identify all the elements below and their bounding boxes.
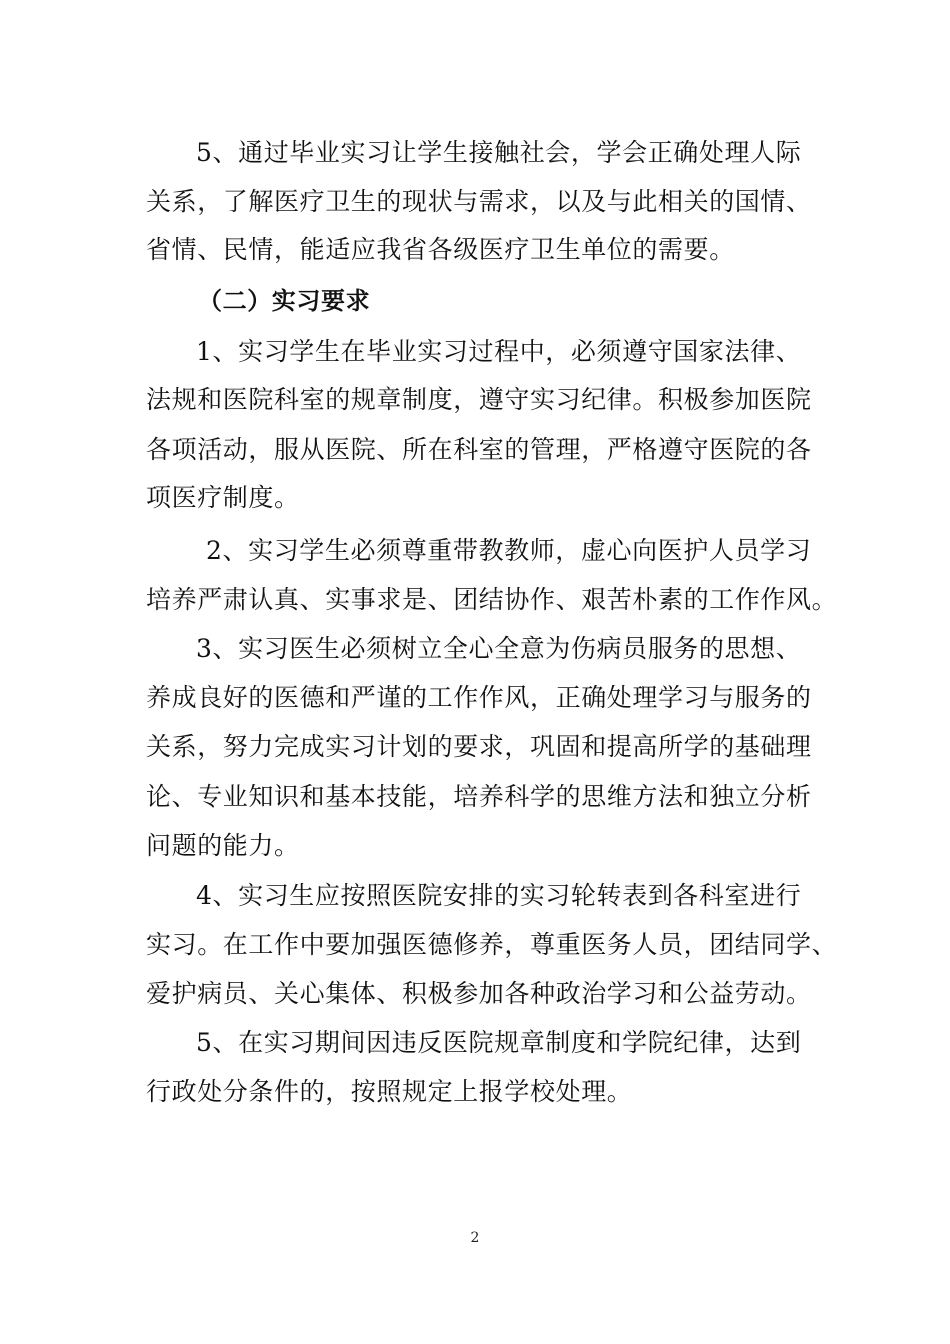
paragraph-line: 2、实习学生必须尊重带教教师，虚心向医护人员学习 [206,536,812,565]
paragraph-line: 法规和医院科室的规章制度，遵守实习纪律。积极参加医院 [146,385,812,414]
paragraph-line: 培养严肃认真、实事求是、团结协作、艰苦朴素的工作作风。 [146,585,838,614]
paragraph-line: 5、在实习期间因违反医院规章制度和学院纪律，达到 [196,1028,802,1057]
paragraph-line: 3、实习医生必须树立全心全意为伤病员服务的思想、 [196,634,802,663]
paragraph-line: 问题的能力。 [146,831,300,860]
paragraph-line: 4、实习生应按照医院安排的实习轮转表到各科室进行 [196,881,802,910]
paragraph-line: 实习。在工作中要加强医德修养，尊重医务人员，团结同学、 [146,930,838,959]
paragraph-line: 省情、民情，能适应我省各级医疗卫生单位的需要。 [146,235,735,264]
paragraph-line: 关系，了解医疗卫生的现状与需求，以及与此相关的国情、 [146,187,812,216]
page-number: 2 [470,1230,480,1246]
paragraph-line: 养成良好的医德和严谨的工作作风，正确处理学习与服务的 [146,683,812,712]
paragraph-line: 5、通过毕业实习让学生接触社会，学会正确处理人际 [196,138,802,167]
section-heading: （二）实习要求 [198,287,371,315]
paragraph-line: 行政处分条件的，按照规定上报学校处理。 [146,1077,633,1106]
paragraph-line: 1、实习学生在毕业实习过程中，必须遵守国家法律、 [196,337,802,366]
paragraph-line: 关系，努力完成实习计划的要求，巩固和提高所学的基础理 [146,732,812,761]
paragraph-line: 爱护病员、关心集体、积极参加各种政治学习和公益劳动。 [146,979,812,1008]
paragraph-line: 项医疗制度。 [146,483,300,512]
paragraph-line: 论、专业知识和基本技能，培养科学的思维方法和独立分析 [146,782,812,811]
paragraph-line: 各项活动，服从医院、所在科室的管理，严格遵守医院的各 [146,435,812,464]
